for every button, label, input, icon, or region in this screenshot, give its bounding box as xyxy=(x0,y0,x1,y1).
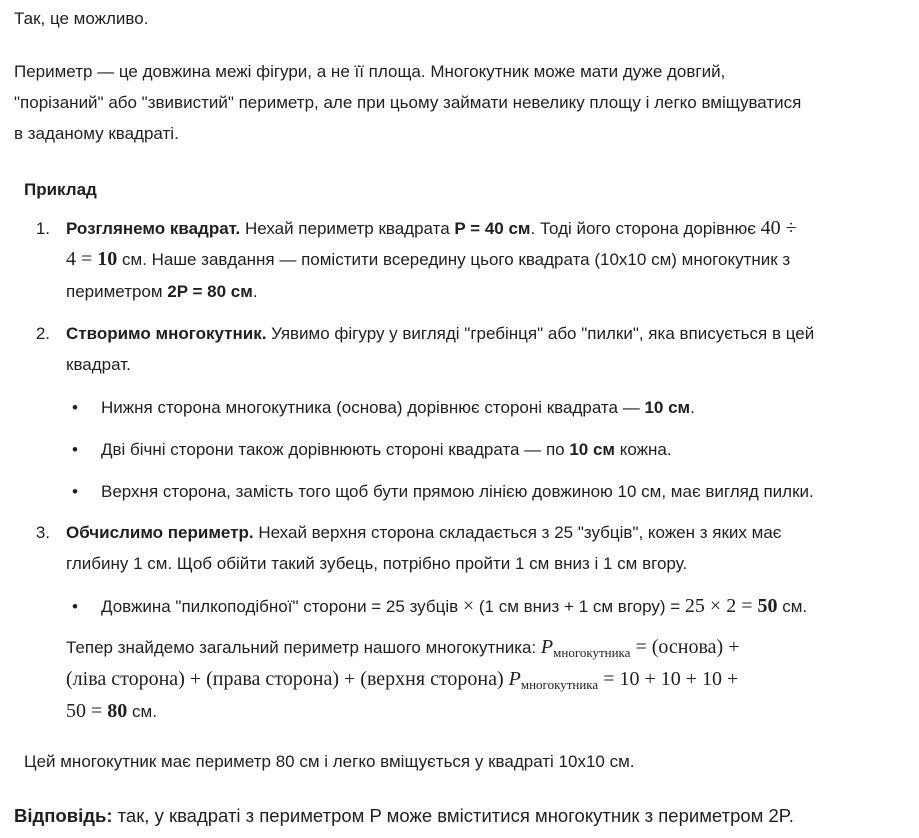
math-expression: 50 = xyxy=(66,700,108,722)
list-number: 2. xyxy=(35,324,50,343)
list-number: 3. xyxy=(35,523,50,542)
step-text: периметром xyxy=(66,282,168,301)
step2-line1 xyxy=(66,318,814,349)
bullet-dot: • xyxy=(72,440,78,459)
bold-value: 10 см xyxy=(569,440,616,459)
total-line2 xyxy=(66,664,738,696)
list-number: 1. xyxy=(35,219,50,238)
step-text: см. xyxy=(127,702,157,721)
intro-text: Так, це можливо. xyxy=(14,9,149,28)
math-expression: = (основа) + xyxy=(630,636,740,658)
bullet-text: Довжина "пилкоподібної" сторони = 25 зубців xyxy=(101,597,463,616)
paragraph-line: Периметр — це довжина межі фігури, а не її площа. Многокутник може мати дуже довгий, xyxy=(14,62,726,81)
list-item xyxy=(101,591,807,622)
step1-line3 xyxy=(66,276,258,307)
step-text: . Тоді його сторона дорівнює xyxy=(530,219,761,238)
step2-line2: квадрат. xyxy=(66,355,131,374)
bold-value: 10 см xyxy=(644,398,691,417)
step3-line1 xyxy=(66,517,781,548)
bold-value: 2P = 80 см xyxy=(167,282,253,301)
math-subscript: многокутника xyxy=(520,677,599,692)
step-text: Уявимо фігуру у вигляді "гребінця" або "пилки", яка вписується в цей xyxy=(266,324,815,343)
math-expression: (ліва сторона) + (права сторона) + (верхня сторона) xyxy=(66,668,509,690)
math-subscript: многокутника xyxy=(553,645,631,660)
list-item xyxy=(101,392,695,423)
bullet-text: Нижня сторона многокутника (основа) дорівнює стороні квадрата — xyxy=(101,398,645,417)
math-expression: = 10 + 10 + 10 + xyxy=(598,668,739,690)
step1-line2 xyxy=(66,244,790,275)
bullet-text: (1 см вниз + 1 см вгору) = xyxy=(474,597,685,616)
total-line3 xyxy=(66,696,157,727)
math-expression: 25 × 2 = xyxy=(684,595,758,617)
step-title: Обчислимо периметр. xyxy=(66,523,254,542)
math-expression: × xyxy=(462,595,475,617)
conclusion-text: Цей многокутник має периметр 80 см і легко вміщується у квадраті 10x10 см. xyxy=(24,752,635,771)
step-text: Нехай верхня сторона складається з 25 "зубців", кожен з яких має xyxy=(253,523,782,542)
step-text: . xyxy=(252,282,258,301)
bold-value: P = 40 см xyxy=(454,219,531,238)
bullet-text: см. xyxy=(777,597,808,616)
step-title: Розглянемо квадрат. xyxy=(66,219,241,238)
math-bold: 10 xyxy=(97,248,118,270)
bullet-dot: • xyxy=(72,482,78,501)
math-expression: 40 ÷ xyxy=(760,217,797,239)
bullet-dot: • xyxy=(72,398,78,417)
step-text: Нехай периметр квадрата xyxy=(240,219,455,238)
bullet-text: кожна. xyxy=(615,440,672,459)
paragraph-line: "порізаний" або "звивистий" периметр, але при цьому займати невелику площу і легко вміщуватися xyxy=(14,93,802,112)
math-bold: 50 xyxy=(757,595,778,617)
bullet-text: Дві бічні сторони також дорівнюють стороні квадрата — по xyxy=(101,440,570,459)
bullet-text: Верхня сторона, замість того щоб бути прямою лінією довжиною 10 см, має вигляд пилки. xyxy=(101,482,814,501)
step-text: см. Наше завдання — помістити всередину цього квадрата (10x10 см) многокутник з xyxy=(117,250,791,269)
bullet-text: . xyxy=(690,398,695,417)
step-text: Тепер знайдемо загальний периметр нашого многокутника: xyxy=(66,638,541,657)
answer-text: так, у квадраті з периметром P може вміститися многокутник з периметром 2P. xyxy=(112,805,794,826)
step-title: Створимо многокутник. xyxy=(66,324,267,343)
step3-line2: глибину 1 см. Щоб обійти такий зубець, потрібно пройти 1 см вниз і 1 см вгору. xyxy=(66,554,688,573)
math-variable: P xyxy=(540,636,554,658)
list-item xyxy=(101,434,672,465)
math-variable: P xyxy=(508,668,521,690)
answer-label: Відповідь: xyxy=(14,805,113,826)
paragraph-line: в заданому квадраті. xyxy=(14,124,179,143)
answer-line xyxy=(14,800,794,831)
list-item xyxy=(101,476,814,507)
bullet-dot: • xyxy=(72,597,78,616)
math-expression: 4 = xyxy=(66,248,98,270)
math-bold: 80 xyxy=(107,700,128,722)
step1-line1 xyxy=(66,213,797,244)
example-heading: Приклад xyxy=(24,180,97,199)
total-line1 xyxy=(66,632,739,664)
